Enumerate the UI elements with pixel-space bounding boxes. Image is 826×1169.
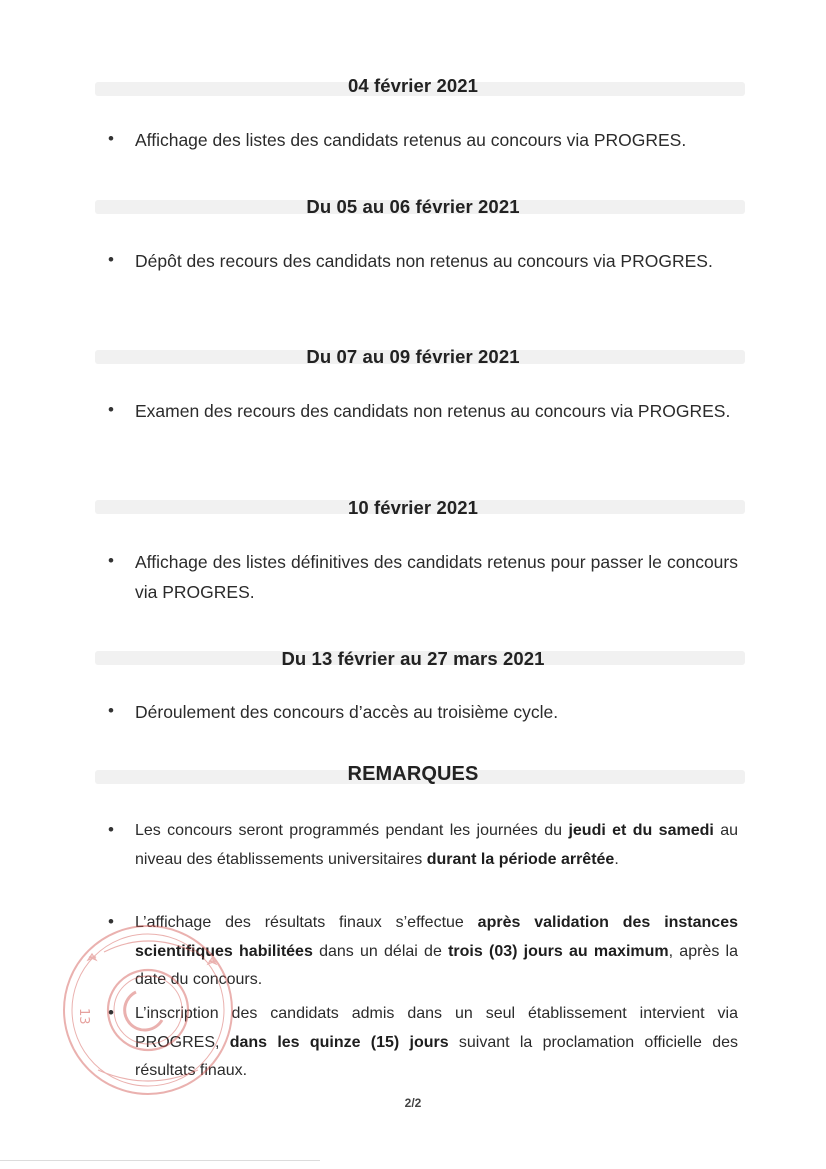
bullet-icon: • — [108, 129, 114, 148]
bullet-icon: • — [108, 912, 114, 931]
remarques-title: REMARQUES — [347, 763, 479, 785]
list-item — [108, 246, 738, 276]
footer-divider — [0, 1160, 320, 1161]
bullet-icon: • — [108, 551, 114, 570]
list-item — [108, 697, 738, 727]
bullet-icon: • — [108, 400, 114, 419]
date-heading-5: Du 13 février au 27 mars 2021 — [281, 648, 545, 669]
date-heading-1: 04 février 2021 — [347, 75, 479, 96]
remark-text: L’inscription des candidats admis dans un seul établissement intervient via PROGRES, dans les quinze (15) jours suivant la proclamation officielle des résultats finaux. — [135, 1005, 739, 1079]
list-item — [108, 396, 738, 426]
remark-item — [108, 817, 738, 874]
page-number: 2/2 — [404, 1096, 422, 1110]
item-text: Dépôt des recours des candidats non retenus au concours via PROGRES. — [135, 251, 713, 271]
stamp-number: 13 — [76, 1008, 91, 1025]
remark-text: Les concours seront programmés pendant les journées du jeudi et du samedi au niveau des établissements universitaires durant la période arrêtée. — [135, 822, 738, 868]
official-stamp-icon — [58, 920, 238, 1100]
date-heading-2: Du 05 au 06 février 2021 — [306, 196, 520, 217]
date-heading-3: Du 07 au 09 février 2021 — [306, 346, 520, 367]
date-heading-4: 10 février 2021 — [347, 497, 479, 518]
bullet-icon: • — [108, 701, 114, 720]
item-text: Affichage des listes définitives des candidats retenus pour passer le concours via PROGRES. — [135, 552, 738, 602]
item-text: Déroulement des concours d’accès au troisième cycle. — [135, 702, 559, 722]
remark-text: L’affichage des résultats finaux s’effectue après validation des instances scientifiques habilitées dans un délai de trois (03) jours au maximum, après la date du concours. — [135, 914, 739, 988]
list-item — [108, 125, 738, 155]
item-text: Affichage des listes des candidats retenus au concours via PROGRES. — [135, 130, 687, 150]
bullet-icon: • — [108, 820, 114, 839]
item-text: Examen des recours des candidats non retenus au concours via PROGRES. — [135, 401, 731, 421]
list-item — [108, 547, 738, 607]
bullet-icon: • — [108, 1003, 114, 1022]
bullet-icon: • — [108, 250, 114, 269]
